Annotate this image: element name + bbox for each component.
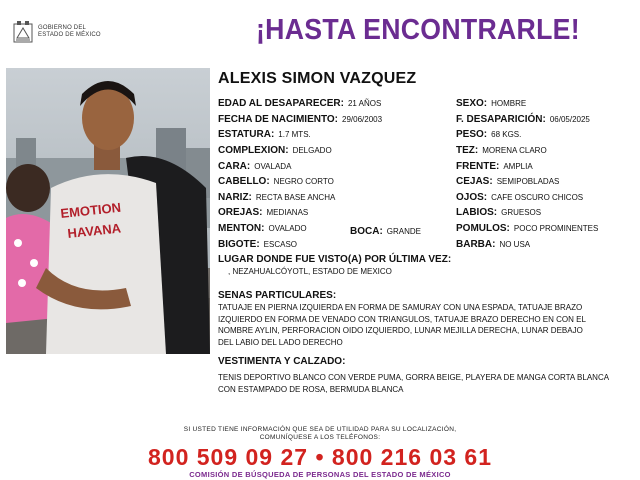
field-nariz [218,190,335,204]
person-name: ALEXIS SIMON VAZQUEZ [218,70,417,87]
field-label: POMULOS: [456,223,510,234]
field-cara [218,159,291,173]
headline: ¡HASTA ENCONTRARLE! [256,14,580,46]
field-cabello [218,174,334,188]
field-value: 68 KGS. [491,130,522,139]
field-label: FECHA DE NACIMIENTO: [218,114,338,125]
field-label: BIGOTE: [218,239,260,250]
field-value: MORENA CLARO [482,146,547,155]
commission-name: COMISIÓN DE BÚSQUEDA DE PERSONAS DEL ESTADO DE MÉXICO [189,470,451,479]
field-label: LABIOS: [456,207,498,218]
field-label: COMPLEXION: [218,145,289,156]
field-value: RECTA BASE ANCHA [255,193,336,202]
field-value: NO USA [499,240,531,249]
field-value: DELGADO [292,146,332,155]
field-value: POCO PROMINENTES [513,224,599,233]
field-value: MEDIANAS [266,208,309,217]
svg-text:EMOTION: EMOTION [59,199,122,221]
contact-note-line-1: SI USTED TIENE INFORMACIÓN QUE SEA DE UTILIDAD PARA SU LOCALIZACIÓN, [183,426,457,433]
distinctive-marks-section [218,290,598,348]
last-seen-section [218,254,634,278]
clothing-section [218,356,618,395]
clothing-value: TENIS DEPORTIVO BLANCO CON VERDE PUMA, GORRA BEIGE, PLAYERA DE MANGA CORTA BLANCA CON ESTAMPADO DE ROSA, BERMUDA BLANCA [218,373,609,394]
field-label: ESTATURA: [218,129,275,140]
phone-separator: • [315,444,325,470]
logo-line-2: ESTADO DE MÉXICO [38,32,101,38]
field-cejas [456,174,559,188]
svg-text:HAVANA: HAVANA [66,220,122,241]
field-value: GRUESOS [501,208,542,217]
field-label: MENTON: [218,223,265,234]
logo-text [38,25,101,39]
field-edad [218,96,381,110]
field-value: GRANDE [386,227,422,236]
field-fecha-nacimiento [218,112,382,126]
field-label: NARIZ: [218,192,252,203]
field-value: 21 AÑOS [347,99,382,108]
government-logo [12,20,122,46]
field-label: CABELLO: [218,176,270,187]
field-label: BARBA: [456,239,496,250]
missing-person-photo [6,68,210,354]
field-orejas [218,205,308,219]
phone-number-2[interactable]: 800 216 03 61 [331,444,493,470]
last-seen-label: LUGAR DONDE FUE VISTO(A) POR ÚLTIMA VEZ: [218,254,452,265]
field-bigote [218,237,297,251]
field-value: OVALADA [254,162,292,171]
field-ojos [456,190,583,204]
field-label: TEZ: [456,145,479,156]
contact-note-line-2: COMUNÍQUESE A LOS TELÉFONOS: [259,434,381,441]
field-label: PESO: [456,129,488,140]
field-menton [218,221,307,235]
field-value: 06/05/2025 [549,115,590,124]
photo-illustration [6,68,210,354]
field-label: EDAD AL DESAPARECER: [218,98,344,109]
field-value: AMPLIA [503,162,533,171]
field-label: CEJAS: [456,176,493,187]
field-peso [456,127,521,141]
field-frente [456,159,533,173]
field-desaparicion [456,112,590,126]
field-value: HOMBRE [491,99,527,108]
field-boca [350,224,421,238]
phone-number-1[interactable]: 800 509 09 27 [147,444,309,470]
field-sexo [456,96,526,110]
field-barba [456,237,530,251]
contact-note [0,426,640,442]
phone-numbers [0,444,640,471]
field-label: SEXO: [456,98,488,109]
last-seen-value: , NEZAHUALCÓYOTL, ESTADO DE MEXICO [228,267,392,276]
logo-line-1: GOBIERNO DEL [38,25,87,31]
field-label: FRENTE: [456,161,500,172]
field-estatura [218,127,311,141]
field-label: CARA: [218,161,251,172]
field-labios [456,205,541,219]
field-value: CAFE OSCURO CHICOS [491,193,584,202]
field-value: SEMIPOBLADAS [496,177,560,186]
field-label: F. DESAPARICIÓN: [456,114,546,125]
field-pomulos [456,221,598,235]
field-label: OREJAS: [218,207,263,218]
field-complexion [218,143,332,157]
field-tez [456,143,547,157]
distinctive-marks-label: SENAS PARTICULARES: [218,290,337,301]
state-seal-icon [12,20,34,44]
field-label: BOCA: [350,226,383,237]
field-value: 29/06/2003 [342,115,383,124]
distinctive-marks-value: TATUAJE EN PIERNA IZQUIERDA EN FORMA DE SAMURAY CON UNA ESPADA, TATUAJE BRAZO IZQUIERDO EN FORMA DE VENADO CON TRIANGULOS, TATUAJE BRAZO DERECHO EN CON EL NOMBRE AYLIN, PERFORACION OIDO IZQUIERDO, LUNAR MEJILLA DERECHA, LUNAR DEBAJO DEL LABIO DEL LADO DERECHO [218,303,586,347]
clothing-label: VESTIMENTA Y CALZADO: [218,356,346,367]
field-label: OJOS: [456,192,488,203]
field-value: OVALADO [268,224,307,233]
field-value: ESCASO [263,240,298,249]
field-value: NEGRO CORTO [273,177,334,186]
field-value: 1.7 MTS. [278,130,311,139]
